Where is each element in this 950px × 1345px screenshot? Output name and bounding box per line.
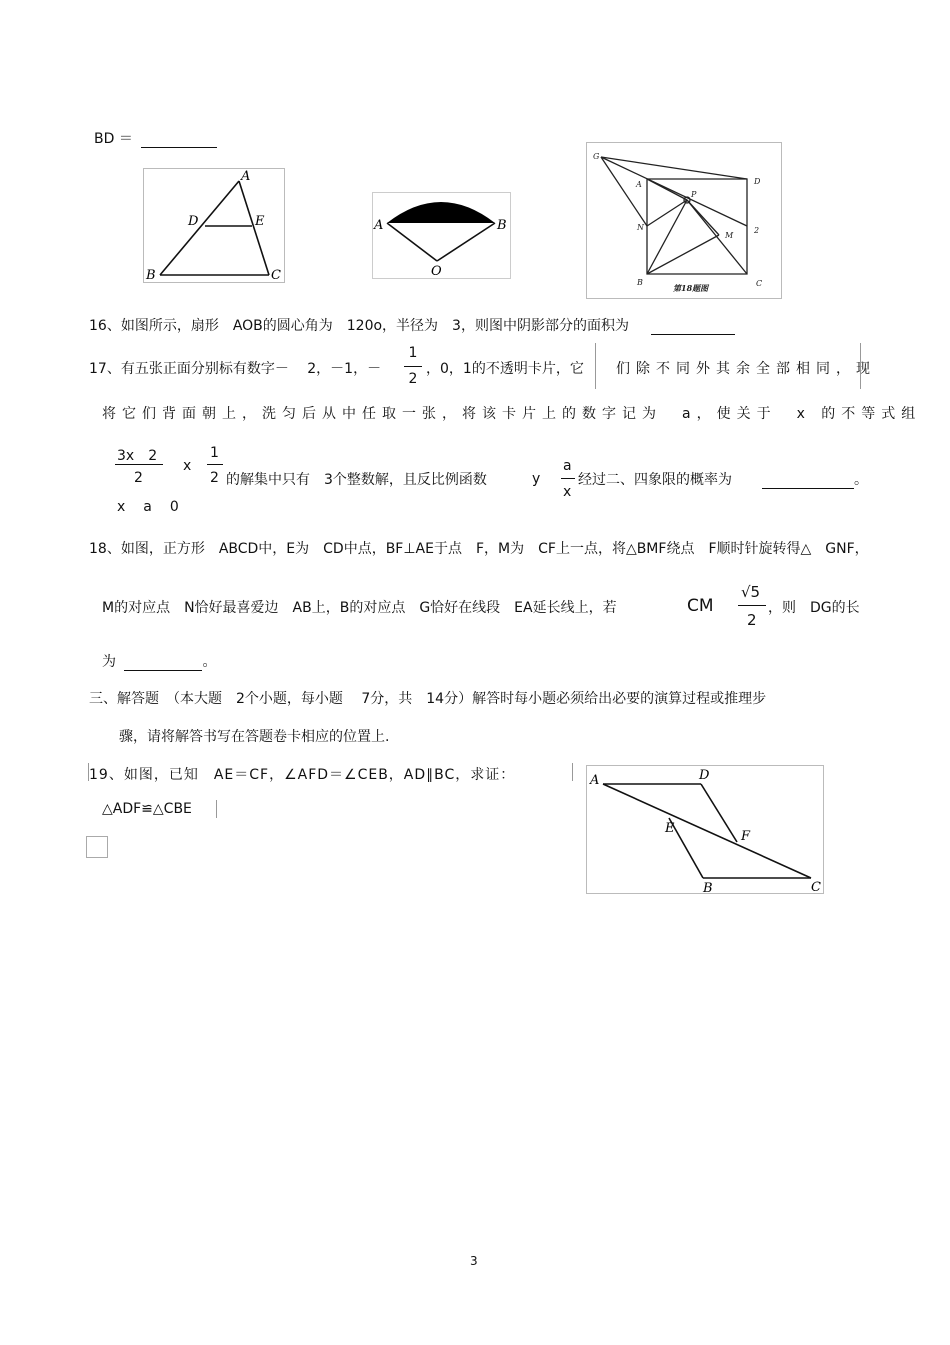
q17-frac-num: 1 (408, 345, 418, 361)
fig3-caption: 第18题图 (673, 283, 709, 293)
fig1-label-c: C (271, 268, 281, 282)
section3-line2: 骤，请将解答书写在答题卷卡相应的位置上. (119, 729, 390, 745)
q17-frac-bar (404, 366, 422, 367)
q17-half-bar (207, 464, 223, 465)
fig2-label-o: O (431, 264, 442, 278)
divider (572, 763, 573, 781)
fig2-label-b: B (497, 218, 507, 233)
q19-line1: 19、如图，已知 AE＝CF，∠AFD＝∠CEB，AD∥BC，求证： (89, 767, 516, 783)
fig2-label-a: A (374, 218, 384, 233)
q17-line2: 将它们背面朝上，洗匀后从中任取一张，将该卡片上的数字记为 a，使关于 x 的不等式组 (102, 406, 922, 422)
q17-text-end: 经过二、四象限的概率为 (578, 472, 732, 488)
q15-tail (94, 128, 217, 148)
fig3-label-c: C (756, 279, 763, 288)
q17-sys-den: 2 (134, 470, 143, 486)
q17-line1a: 17、有五张正面分别标有数字－ 2，－1，－ (89, 361, 382, 377)
q18-line1: 18、如图，正方形 ABCD中，E为 CD中点，BF⊥AE于点 F，M为 CF上一点，将△BMF绕点 F顺时针旋转得△ GNF， (89, 541, 869, 557)
q17-half-den: 2 (210, 470, 219, 486)
divider (216, 800, 217, 818)
q17-frac-den: 2 (408, 371, 418, 387)
divider (860, 343, 861, 389)
q17-answer (762, 469, 868, 489)
fig3-label-n: N (637, 223, 644, 232)
q18-cm: CM (687, 596, 714, 616)
q17-sys-line2: x a 0 (117, 499, 181, 515)
question-16 (89, 315, 735, 335)
q17-sys-x: x (183, 458, 192, 474)
q17-sys-num: 3x 2 (117, 448, 158, 464)
q17-a-bar (561, 478, 575, 479)
q18-line2b: ，则 DG的长 (768, 600, 860, 616)
fig4-label-c: C (811, 880, 821, 893)
q17-a-den: x (563, 484, 572, 500)
divider (595, 343, 596, 389)
fig4-label-a: A (590, 773, 600, 788)
q17-answer-blank (762, 474, 854, 489)
figure-quadrilateral (586, 765, 824, 894)
fig3-label-d: D (754, 177, 761, 186)
fig1-label-a: A (241, 169, 251, 184)
page-number: 3 (470, 1254, 478, 1268)
q18-wei: 为 (102, 654, 116, 670)
q18-answer-blank (124, 656, 202, 671)
q17-text-mid: 的解集中只有 3个整数解，且反比例函数 (226, 472, 487, 488)
q17-line1c: 们除不同外其余全部相同，现 (616, 361, 876, 377)
q17-half-num: 1 (210, 445, 219, 461)
fig3-label-a: A (636, 180, 642, 189)
q18-sqrt-num: √5 (741, 583, 761, 601)
q17-y: y (532, 471, 541, 487)
q19-line2: △ADF≌△CBE (102, 801, 192, 817)
fig3-label-b: B (637, 278, 643, 287)
q18-line2a: M的对应点 N恰好最喜爱边 AB上，B的对应点 G恰好在线段 EA延长线上，若 (102, 600, 617, 616)
fig1-label-e: E (255, 214, 265, 229)
q18-sqrt-bar (738, 605, 766, 606)
fig3-label-2: 2 (754, 226, 760, 235)
answer-box (86, 836, 108, 858)
fig4-label-f: F (741, 829, 751, 844)
fig3-label-m: M (725, 231, 734, 240)
q18-line3 (102, 651, 216, 671)
q16-text: 16、如图所示，扇形 AOB的圆心角为 120o，半径为 3，则图中阴影部分的面积为 (89, 318, 629, 334)
answer-blank (141, 133, 217, 148)
fig4-label-b: B (703, 881, 713, 893)
fig1-label-b: B (146, 268, 156, 282)
fig3-label-p: P (691, 190, 697, 199)
q17-line1b: ，0，1的不透明卡片，它 (426, 361, 584, 377)
q18-sqrt-den: 2 (747, 611, 757, 629)
figure-triangle (143, 168, 285, 283)
figure-sector (372, 192, 511, 279)
fig1-label-d: D (188, 214, 199, 229)
q17-a-num: a (563, 458, 572, 474)
q16-answer-blank (651, 320, 735, 335)
q18-period: 。 (202, 654, 217, 670)
fig3-label-g: G (593, 152, 600, 161)
q17-sys-bar (115, 464, 163, 465)
fig4-label-d: D (699, 768, 710, 783)
bd-label: BD ＝ (94, 131, 133, 147)
figure-square (586, 142, 782, 299)
q17-period: 。 (854, 472, 868, 488)
fig4-label-e: E (665, 821, 675, 836)
section3-line1: 三、解答题 （本大题 2个小题，每小题 7分，共 14分）解答时每小题必须给出必要的演算过程或推理步 (89, 691, 767, 707)
